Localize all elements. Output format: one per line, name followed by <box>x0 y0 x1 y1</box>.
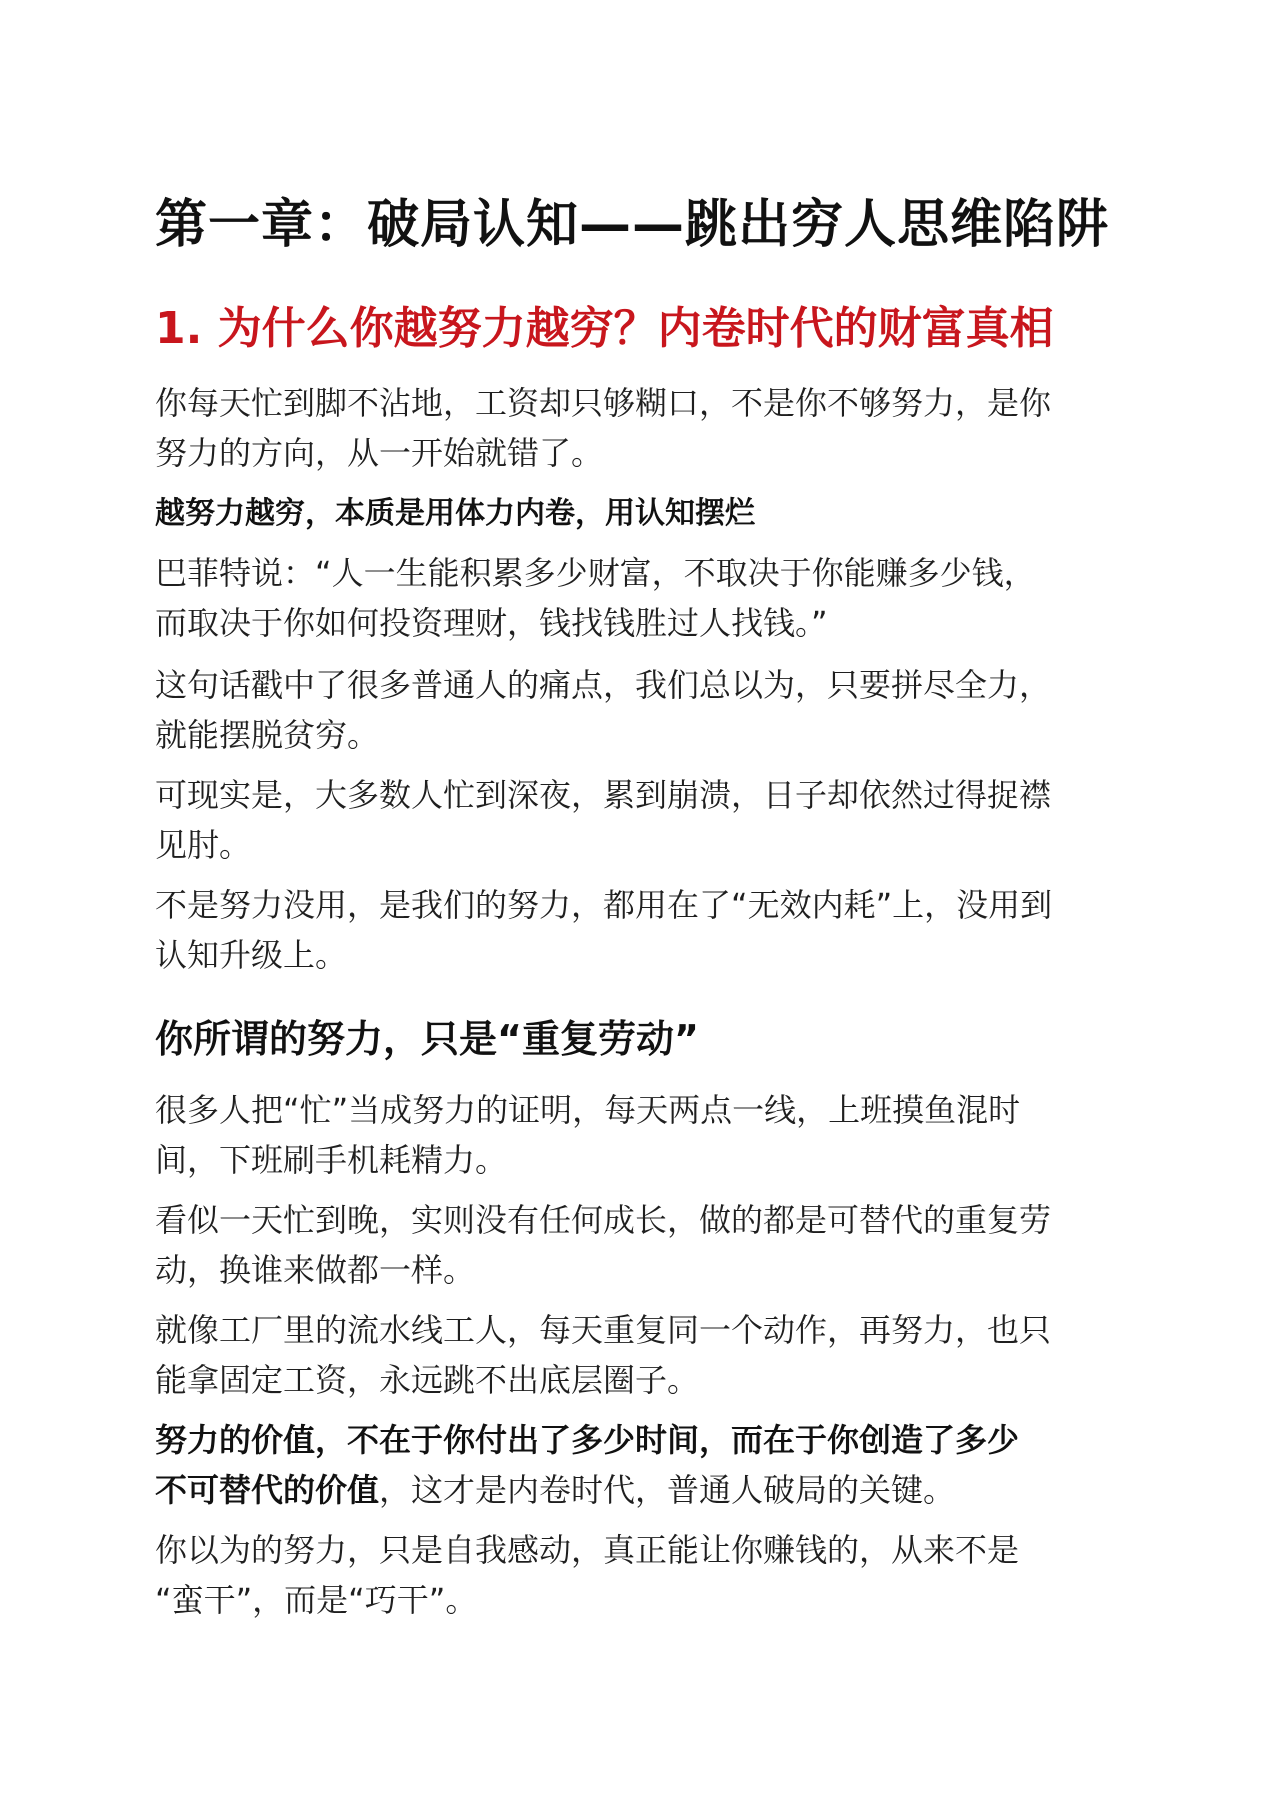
paragraph-line: 间，下班刷手机耗精力。 <box>155 1141 508 1179</box>
paragraph-line: 就像工厂里的流水线工人，每天重复同一个动作，再努力，也只 <box>155 1311 1052 1349</box>
paragraph-line: 不是努力没用，是我们的努力，都用在了“无效内耗”上，没用到 <box>155 886 1053 924</box>
paragraph-10 <box>155 1525 1145 1625</box>
emphasis-text: 努力的价值，不在于你付出了多少时间，而在于你创造了多少 <box>155 1421 1020 1459</box>
section-title: 1. 为什么你越努力越穷？内卷时代的财富真相 <box>155 303 1054 354</box>
paragraph-2 <box>155 548 1145 648</box>
paragraph-3 <box>155 660 1145 760</box>
paragraph-line: 就能摆脱贫穷。 <box>155 716 380 754</box>
paragraph-6 <box>155 1085 1145 1185</box>
paragraph-line: 巴菲特说：“人一生能积累多少财富，不取决于你能赚多少钱， <box>155 554 1036 592</box>
paragraph-line: 这句话戳中了很多普通人的痛点，我们总以为，只要拼尽全力， <box>155 666 1052 704</box>
paragraph-5 <box>155 880 1145 980</box>
paragraph-line: 你以为的努力，只是自我感动，真正能让你赚钱的，从来不是 <box>155 1531 1020 1569</box>
paragraph-8 <box>155 1305 1145 1405</box>
bold-statement-1: 越努力越穷，本质是用体力内卷，用认知摆烂 <box>155 496 755 531</box>
paragraph-line: 可现实是，大多数人忙到深夜，累到崩溃，日子却依然过得捉襟 <box>155 776 1052 814</box>
paragraph-line <box>155 1415 1145 1465</box>
paragraph-line: 动，换谁来做都一样。 <box>155 1251 476 1289</box>
chapter-title: 第一章：破局认知——跳出穷人思维陷阱 <box>155 195 1110 255</box>
paragraph-9 <box>155 1415 1145 1515</box>
paragraph-line: 很多人把“忙”当成努力的证明，每天两点一线，上班摸鱼混时 <box>155 1091 1021 1129</box>
paragraph-line: 努力的方向，从一开始就错了。 <box>155 434 604 472</box>
paragraph-7 <box>155 1195 1145 1295</box>
paragraph-line: 而取决于你如何投资理财，钱找钱胜过人找钱。” <box>155 604 828 642</box>
paragraph-line: 看似一天忙到晚，实则没有任何成长，做的都是可替代的重复劳 <box>155 1201 1052 1239</box>
paragraph-line <box>155 1465 1145 1515</box>
paragraph-text: ，这才是内卷时代，普通人破局的关键。 <box>379 1471 956 1509</box>
emphasis-text: 不可替代的价值 <box>155 1471 380 1509</box>
subheading: 你所谓的努力，只是“重复劳动” <box>155 1017 699 1061</box>
paragraph-line: 你每天忙到脚不沾地，工资却只够糊口，不是你不够努力，是你 <box>155 384 1052 422</box>
paragraph-4 <box>155 770 1145 870</box>
paragraph-line: “蛮干”，而是“巧干”。 <box>155 1581 478 1619</box>
document-page <box>155 0 1145 1800</box>
paragraph-line: 认知升级上。 <box>155 936 348 974</box>
paragraph-line: 能拿固定工资，永远跳不出底层圈子。 <box>155 1361 700 1399</box>
paragraph-1 <box>155 378 1145 478</box>
paragraph-line: 见肘。 <box>155 826 252 864</box>
